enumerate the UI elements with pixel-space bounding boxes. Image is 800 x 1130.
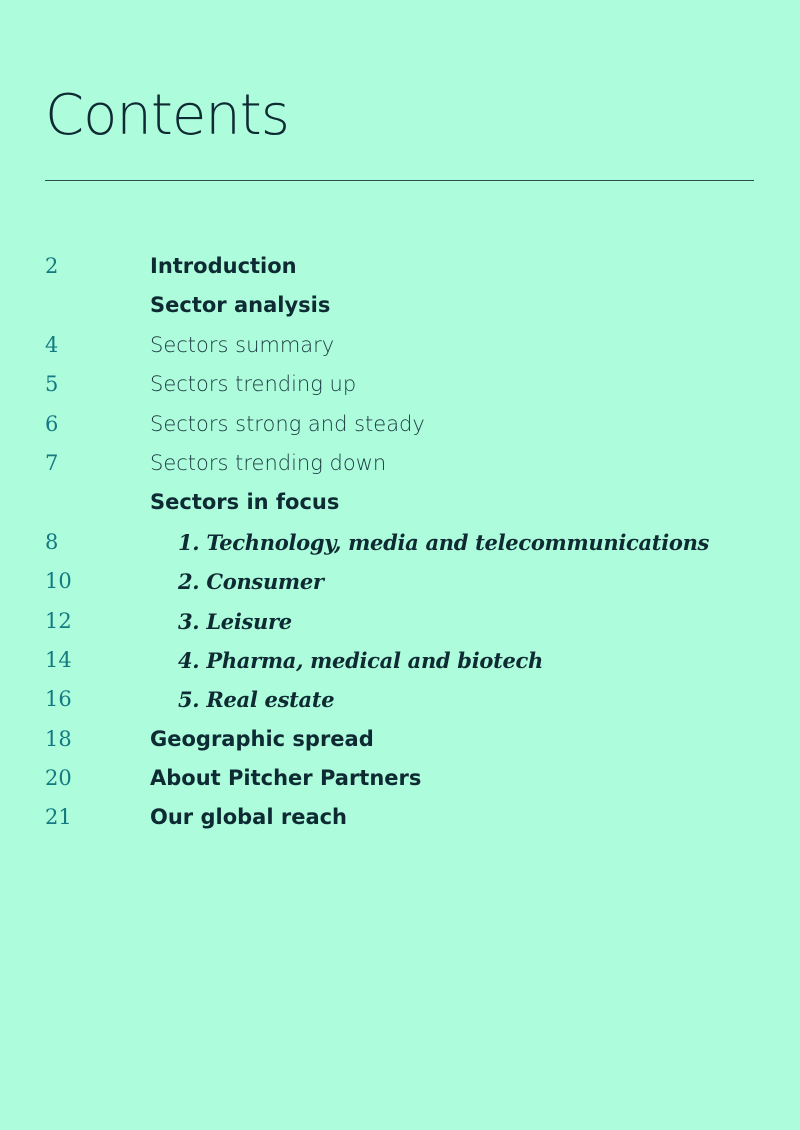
toc-entry-label: Sectors strong and steady: [150, 411, 425, 436]
toc-section-label: Sector analysis: [150, 293, 331, 318]
toc-entry-label: 1. Technology, media and telecommunications: [178, 529, 710, 555]
toc-page-number: 14: [45, 647, 72, 672]
toc-section-label: Sectors in focus: [150, 490, 340, 515]
toc-entry-real-estate[interactable]: [45, 680, 754, 719]
toc-entry-sectors-summary[interactable]: [45, 326, 754, 365]
toc-page-number: 10: [45, 569, 72, 594]
toc-page-number: 12: [45, 608, 72, 633]
toc-entry-label: Introduction: [150, 254, 297, 278]
title-divider: [45, 180, 754, 181]
toc-entry-label: Our global reach: [150, 805, 348, 830]
toc-page-number: 6: [45, 411, 59, 436]
toc-page-number: 21: [45, 805, 72, 830]
toc-entry-label: Sectors trending up: [150, 372, 357, 397]
table-of-contents: [45, 247, 754, 838]
toc-entry-label: 2. Consumer: [178, 569, 324, 595]
toc-entry-geographic-spread[interactable]: [45, 720, 754, 759]
toc-entry-our-global-reach[interactable]: [45, 798, 754, 837]
toc-section-sector-analysis: [45, 286, 754, 325]
toc-page-number: 8: [45, 529, 59, 554]
toc-entry-label: Sectors summary: [150, 332, 335, 357]
toc-page-number: 20: [45, 766, 72, 791]
toc-entry-label: Sectors trending down: [150, 450, 387, 475]
toc-page-number: 2: [45, 254, 59, 278]
toc-entry-label: About Pitcher Partners: [150, 766, 422, 791]
toc-entry-sectors-strong-and-steady[interactable]: [45, 405, 754, 444]
page-title: Contents: [45, 83, 289, 148]
toc-entry-sectors-trending-up[interactable]: [45, 365, 754, 404]
toc-entry-label: 3. Leisure: [178, 608, 292, 634]
toc-entry-pharma-medical-biotech[interactable]: [45, 641, 754, 680]
toc-page-number: 5: [45, 372, 59, 397]
toc-entry-consumer[interactable]: [45, 562, 754, 601]
toc-entry-technology-media-telecom[interactable]: [45, 523, 754, 562]
toc-page-number: 18: [45, 726, 72, 751]
toc-page-number: 7: [45, 450, 59, 475]
toc-entry-introduction[interactable]: [45, 247, 754, 286]
toc-entry-leisure[interactable]: [45, 602, 754, 641]
toc-entry-label: 4. Pharma, medical and biotech: [178, 647, 543, 673]
toc-section-sectors-in-focus: [45, 483, 754, 522]
toc-entry-about-pitcher-partners[interactable]: [45, 759, 754, 798]
toc-page-number: 16: [45, 687, 72, 712]
toc-entry-sectors-trending-down[interactable]: [45, 444, 754, 483]
toc-entry-label: 5. Real estate: [178, 687, 335, 713]
toc-page-number: 4: [45, 332, 59, 357]
toc-entry-label: Geographic spread: [150, 726, 374, 751]
